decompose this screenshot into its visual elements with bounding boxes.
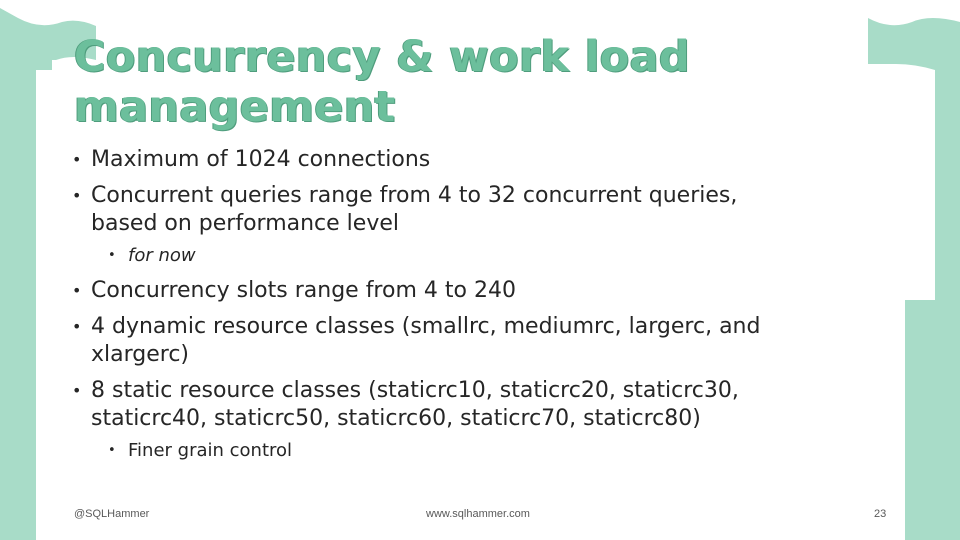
bullet-text: Concurrency slots range from 4 to 240: [91, 278, 516, 303]
bullet-icon: •: [108, 443, 116, 458]
bullet-text: Finer grain control: [128, 440, 293, 461]
bullet-icon: •: [72, 317, 82, 336]
bullet-item: [72, 313, 892, 369]
bullet-item: [72, 146, 892, 174]
bullet-text-line: xlargerc): [91, 342, 190, 367]
bullet-icon: •: [72, 150, 82, 169]
title-line-1: Concurrency & work load: [74, 32, 690, 82]
slide-title: [74, 32, 774, 132]
bullet-item: [72, 377, 892, 433]
bullet-text: for now: [128, 245, 196, 266]
sub-bullet-item: [108, 243, 892, 269]
bullet-text-line: 4 dynamic resource classes (smallrc, mediumrc, largerc, and: [91, 314, 761, 339]
footer-website: www.sqlhammer.com: [426, 508, 530, 520]
bullet-item: [72, 182, 892, 238]
bullet-icon: •: [108, 248, 116, 263]
bullet-text: Maximum of 1024 connections: [91, 147, 431, 172]
sub-bullet-item: [108, 438, 892, 464]
slide-number: 23: [874, 508, 887, 520]
bullet-list: [72, 146, 892, 464]
bullet-icon: •: [72, 281, 82, 300]
bullet-text-line: 8 static resource classes (staticrc10, staticrc20, staticrc30,: [91, 378, 739, 403]
bullet-text-line: Concurrent queries range from 4 to 32 concurrent queries,: [91, 183, 738, 208]
bullet-item: [72, 277, 892, 305]
bullet-text-line: staticrc40, staticrc50, staticrc60, staticrc70, staticrc80): [91, 406, 701, 431]
bullet-icon: •: [72, 186, 82, 205]
bullet-icon: •: [72, 381, 82, 400]
bullet-text-line: based on performance level: [91, 211, 399, 236]
title-line-2: management: [74, 82, 396, 132]
footer-handle: @SQLHammer: [74, 508, 150, 520]
